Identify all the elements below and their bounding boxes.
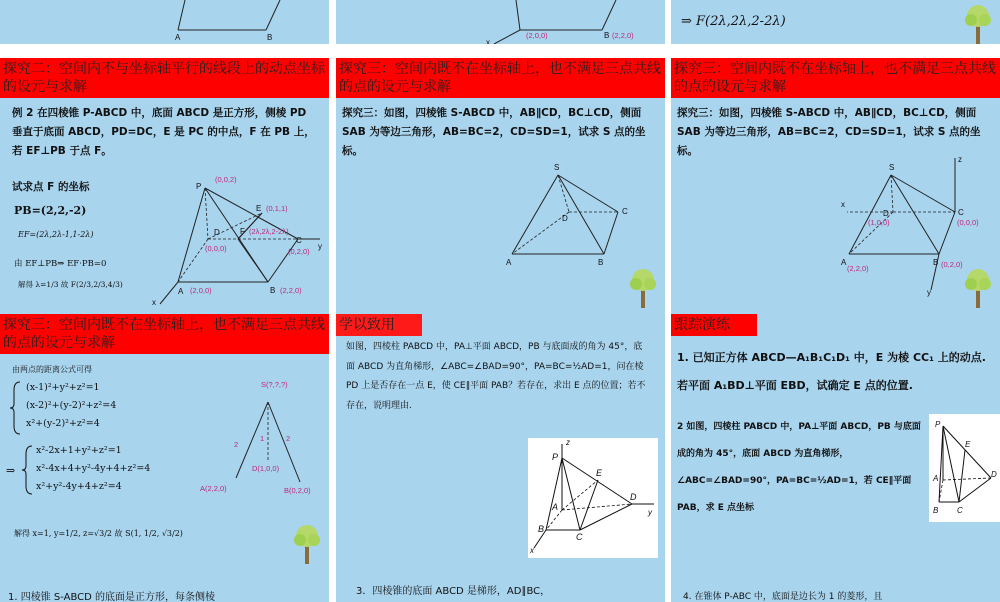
coord-label: (0,0,0) bbox=[957, 218, 979, 227]
problem-text: 3．四棱锥的底面 ABCD 是梯形，AD∥BC， bbox=[356, 586, 551, 597]
solution-text: 解得 λ=1/3 故 F(2/3,2/3,4/3) bbox=[18, 280, 123, 289]
point-label-s: S(?,?,?) bbox=[261, 380, 288, 389]
problem-text: 如图，四棱柱 PABCD 中，PA⊥平面 ABCD，PB 与底面成的角为 45°，底面 ABCD 为直角梯形，∠ABC=∠BAD=90°，PA=BC=½AD=1，问在棱 PD 上是否存在一点 E，使 CE∥平面 PAB？若存在，求出 E 点的位置；若不存在，说明理由. bbox=[346, 342, 646, 411]
point-label-c: C bbox=[958, 208, 964, 217]
slide-bottom-middle[interactable] bbox=[336, 570, 665, 602]
equation-line: x²-2x+1+y²+z²=1 bbox=[36, 445, 122, 456]
point-label-c: C bbox=[576, 532, 583, 542]
tree-icon bbox=[626, 266, 660, 310]
point-label-a: A bbox=[933, 474, 939, 483]
pyramid-figure bbox=[0, 58, 329, 314]
tree-icon bbox=[290, 522, 324, 566]
point-label-b: B bbox=[933, 506, 939, 515]
point-label-d: D bbox=[991, 470, 997, 479]
coord-label: (2,0,0) bbox=[190, 286, 212, 295]
condition-text: 由 EF⊥PB⇒ EF·PB=0 bbox=[14, 259, 107, 269]
slide-bottom-right[interactable] bbox=[671, 570, 1000, 602]
triangle-figure bbox=[0, 314, 329, 570]
slide-header: 探究二：空间内不与坐标轴平行的线段上的动点坐标的设元与求解 bbox=[0, 58, 329, 98]
equation-line: x²+(y-2)²+z²=4 bbox=[26, 418, 100, 429]
question-1: 1. 已知正方体 ABCD—A₁B₁C₁D₁ 中，E 为棱 CC₁ 上的动点. 若平面 A₁BD⊥平面 EBD，试确定 E 点的位置. bbox=[677, 351, 986, 392]
point-label-e: E bbox=[965, 440, 971, 449]
point-label-e: E bbox=[256, 204, 262, 213]
pyramid-figure bbox=[0, 0, 329, 44]
point-label-p: P bbox=[552, 452, 559, 462]
point-label-c: C bbox=[296, 236, 302, 245]
prism-figure bbox=[929, 414, 1000, 522]
axis-label-y: y bbox=[648, 508, 652, 517]
point-label-d: D bbox=[883, 209, 889, 218]
edge-label: 2 bbox=[234, 440, 239, 449]
slide-explore-3-solution[interactable] bbox=[0, 314, 329, 570]
problem-text: 例 2 在四棱锥 P-ABCD 中，底面 ABCD 是正方形，侧棱 PD 垂直于底面 ABCD，PD=DC，E 是 PC 的中点，F 在 PB 上，若 EF⊥PB 于点 F。 bbox=[12, 107, 315, 157]
point-label-p: P bbox=[935, 420, 941, 429]
point-label-a: A bbox=[175, 33, 181, 42]
slide-top-middle[interactable] bbox=[336, 0, 665, 44]
point-label-p: P bbox=[196, 182, 202, 191]
intro-text: 由两点的距离公式可得 bbox=[12, 365, 92, 374]
axis-label-y: y bbox=[927, 288, 931, 297]
formula-f: ⇒ F(2λ,2λ,2-2λ) bbox=[681, 14, 786, 29]
edge-label: 2 bbox=[286, 434, 291, 443]
axis-label-x: x bbox=[530, 546, 534, 555]
slide-explore-2[interactable] bbox=[0, 58, 329, 314]
axis-label-z: z bbox=[958, 155, 962, 164]
axis-label-x: x bbox=[486, 38, 490, 44]
point-label-a: A bbox=[506, 258, 512, 267]
question-2: 2 如图，四棱柱 PABCD 中，PA⊥平面 ABCD，PB 与底面成的角为 45°，底面 ABCD 为直角梯形，∠ABC=∠BAD=90°，PA=BC=½AD=1，若 CE∥平面 PAB，求 E 点坐标 bbox=[677, 422, 921, 513]
question-text: 试求点 F 的坐标 bbox=[12, 181, 90, 193]
point-label-e: E bbox=[596, 468, 603, 478]
problem-text: 1. 四棱锥 S-ABCD 的底面是正方形，每条侧棱 bbox=[8, 592, 216, 602]
tree-icon bbox=[961, 2, 995, 44]
coord-label: (0,0,2) bbox=[215, 175, 237, 184]
slide-top-right[interactable] bbox=[671, 0, 1000, 44]
solution-text: 解得 x=1, y=1/2, z=√3/2 故 S(1, 1/2, √3/2) bbox=[14, 529, 183, 538]
implies-arrow: ⇒ bbox=[6, 464, 16, 477]
point-label-d: D bbox=[630, 492, 637, 502]
point-label-b: B bbox=[604, 31, 610, 40]
point-label-c: C bbox=[622, 207, 628, 216]
point-label-f: F bbox=[240, 227, 245, 236]
axis-label-y: y bbox=[318, 242, 322, 251]
point-label-d: D(1,0,0) bbox=[252, 464, 280, 473]
equation-line: x²-4x+4+y²-4y+4+z²=4 bbox=[36, 463, 151, 474]
slide-header: 跟踪演练 bbox=[671, 314, 757, 336]
point-label-d: D bbox=[214, 228, 220, 237]
slide-practice[interactable] bbox=[336, 314, 665, 570]
coord-label: (0,2,0) bbox=[941, 260, 963, 269]
equation-line: (x-2)²+(y-2)²+z²=4 bbox=[26, 400, 117, 411]
pyramid-figure bbox=[671, 58, 1000, 314]
point-label-s: S bbox=[554, 163, 560, 172]
coord-label: (0,0,0) bbox=[205, 244, 227, 253]
point-label-s: S bbox=[889, 163, 895, 172]
figure-panel bbox=[929, 414, 1000, 522]
equation-line: x²+y²-4y+4+z²=4 bbox=[36, 481, 122, 492]
axis-label-z: z bbox=[566, 438, 570, 447]
slide-header: 探究三：空间内既不在坐标轴上，也不满足三点共线的点的设元与求解 bbox=[336, 58, 665, 98]
point-label-b: B bbox=[270, 286, 276, 295]
pyramid-figure bbox=[336, 58, 665, 314]
coord-label: (0,2,0) bbox=[288, 247, 310, 256]
prism-figure bbox=[528, 438, 658, 558]
slide-header: 探究三：空间内既不在坐标轴上，也不满足三点共线的点的设元与求解 bbox=[671, 58, 1000, 98]
point-label-b: B(0,2,0) bbox=[284, 486, 311, 495]
point-label-d: D bbox=[562, 214, 568, 223]
figure-panel bbox=[528, 438, 658, 558]
axis-label-x: x bbox=[841, 200, 845, 209]
point-label-a: A(2,2,0) bbox=[200, 484, 227, 493]
slide-top-left[interactable] bbox=[0, 0, 329, 44]
coord-label: (2,2,0) bbox=[847, 264, 869, 273]
problem-text: 探究三：如图，四棱锥 S-ABCD 中，AB∥CD，BC⊥CD，侧面 SAB 为等边三角形，AB=BC=2，CD=SD=1，试求 S 点的坐标。 bbox=[342, 107, 646, 157]
point-label-b: B bbox=[267, 33, 273, 42]
point-label-b: B bbox=[538, 524, 545, 534]
slide-explore-3b[interactable] bbox=[671, 58, 1000, 314]
point-label-b: B bbox=[598, 258, 604, 267]
slide-header: 学以致用 bbox=[336, 314, 422, 336]
coord-label: (2λ,2λ,2-2λ) bbox=[249, 227, 289, 236]
edge-label: 1 bbox=[260, 434, 265, 443]
slide-tracking-practice[interactable] bbox=[671, 314, 1000, 570]
coord-label: (0,1,1) bbox=[266, 204, 288, 213]
slide-explore-3a[interactable] bbox=[336, 58, 665, 314]
point-label-a: A bbox=[552, 502, 559, 512]
axis-label-x: x bbox=[152, 298, 156, 307]
point-label-a: A bbox=[178, 287, 184, 296]
vector-ef: EF=(2λ,2λ-1,1-2λ) bbox=[18, 230, 94, 239]
coord-label: (2,2,0) bbox=[612, 31, 634, 40]
vector-pb: PB=(2,2,-2) bbox=[14, 204, 87, 217]
point-label-b: B bbox=[933, 258, 939, 267]
slide-header: 探究三：空间内既不在坐标轴上，也不满足三点共线的点的设元与求解 bbox=[0, 314, 329, 354]
point-label-c: C bbox=[957, 506, 963, 515]
problem-text: 探究三：如图，四棱锥 S-ABCD 中，AB∥CD，BC⊥CD，侧面 SAB 为等边三角形，AB=BC=2，CD=SD=1，试求 S 点的坐标。 bbox=[677, 107, 981, 157]
coord-label: (2,2,0) bbox=[280, 286, 302, 295]
problem-text: 4. 在锥体 P-ABC 中，底面是边长为 1 的菱形，且 bbox=[683, 592, 883, 602]
point-label-a: A bbox=[841, 258, 847, 267]
slide-bottom-left[interactable] bbox=[0, 570, 329, 602]
coord-label: (2,0,0) bbox=[526, 31, 548, 40]
equation-line: (x-1)²+y²+z²=1 bbox=[26, 382, 100, 393]
tree-icon bbox=[961, 266, 995, 310]
coord-label: (1,0,0) bbox=[868, 218, 890, 227]
